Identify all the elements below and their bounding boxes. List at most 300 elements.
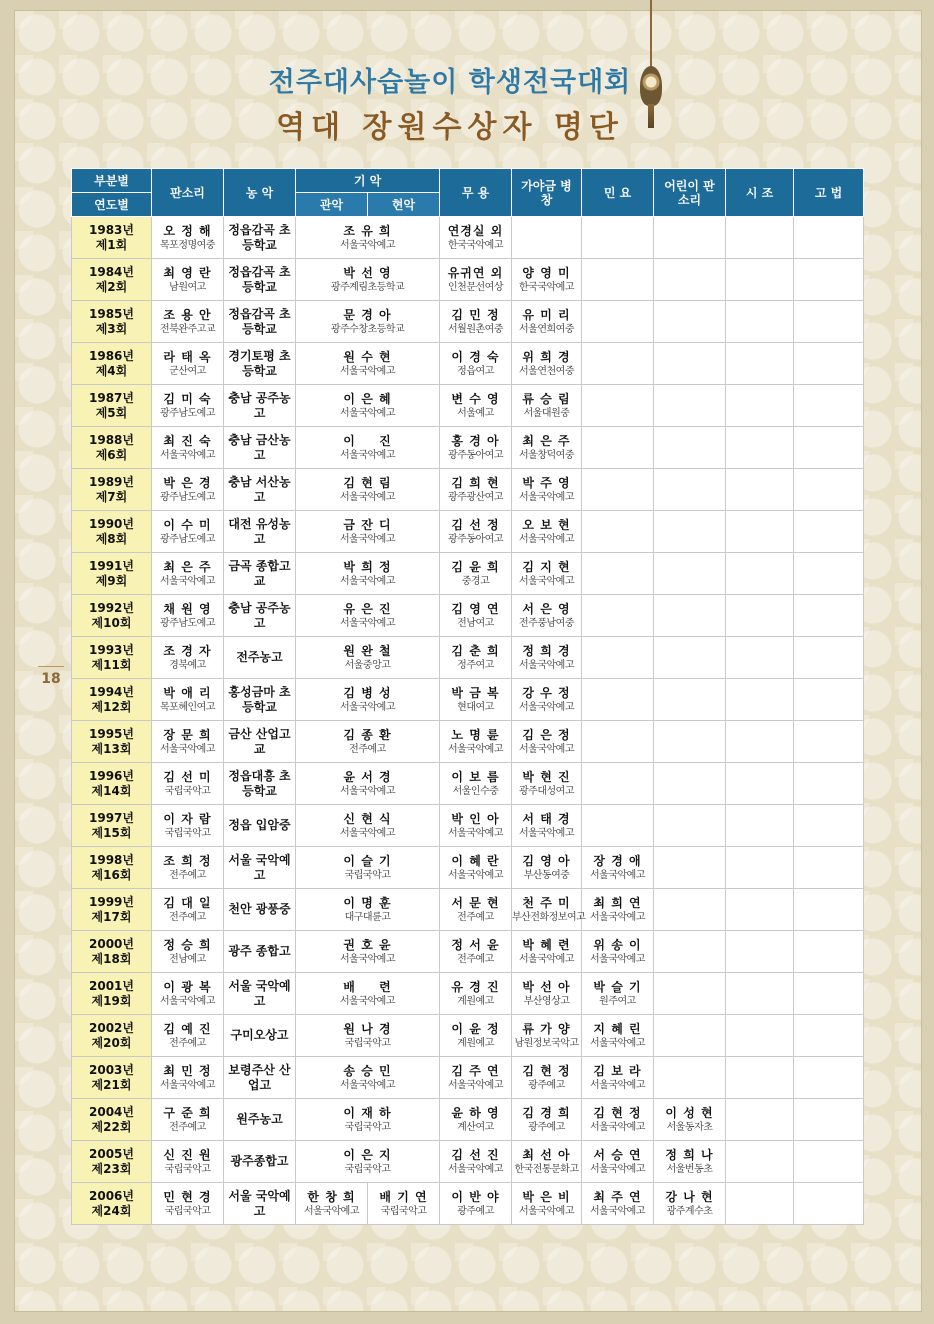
winner-school: 서울국악예고 [519, 534, 574, 545]
winner-name: 최 진 숙 [163, 434, 212, 448]
gayageum-cell [512, 805, 582, 847]
winner-school: 서울국악예고 [160, 744, 215, 755]
header-minyo: 민 요 [582, 169, 654, 217]
winner-name: 권 호 윤 [343, 938, 392, 952]
gobeop-cell [794, 637, 864, 679]
winner-school: 광주계수초 [666, 1206, 713, 1217]
year-label: 1987년 [89, 390, 134, 405]
table-row [72, 805, 864, 847]
year-label: 1990년 [89, 516, 134, 531]
round-label: 제19회 [91, 993, 132, 1008]
winner-name: 배 기 연 [379, 1190, 428, 1204]
child-pansori-cell [654, 973, 726, 1015]
winner-school: 광주예고 [528, 1080, 565, 1091]
gobeop-cell [794, 973, 864, 1015]
winner-name: 원 완 철 [343, 644, 392, 658]
gobeop-cell [794, 763, 864, 805]
winner-school: 서울인수중 [452, 786, 499, 797]
muyong-cell [440, 637, 512, 679]
gayageum-cell [512, 763, 582, 805]
winner-school: 서울국악예고 [448, 744, 503, 755]
winner-school: 서울연희여중 [519, 324, 574, 335]
nongak-school: 광주 종합고 [228, 944, 291, 958]
year-cell [72, 847, 152, 889]
winner-school: 서울국악예고 [590, 912, 645, 923]
child-pansori-cell [654, 1183, 726, 1225]
winner-name: 서 태 경 [522, 812, 571, 826]
winner-name: 조 용 안 [163, 308, 212, 322]
year-label: 1988년 [89, 432, 134, 447]
muyong-cell [440, 847, 512, 889]
child-pansori-cell [654, 847, 726, 889]
winner-school: 서울국악예고 [448, 1080, 503, 1091]
gayageum-cell [512, 1015, 582, 1057]
nongak-cell [224, 1099, 296, 1141]
round-label: 제5회 [95, 405, 128, 420]
sijo-cell [726, 889, 794, 931]
nongak-cell [224, 1183, 296, 1225]
winner-school: 서울국악예고 [448, 870, 503, 881]
minyo-cell [582, 385, 654, 427]
winner-name: 이 반 야 [451, 1190, 500, 1204]
year-cell [72, 973, 152, 1015]
winner-school: 서울국악예고 [340, 1080, 395, 1091]
winner-school: 국립국악고 [380, 1206, 427, 1217]
gobeop-cell [794, 259, 864, 301]
year-label: 2000년 [89, 936, 134, 951]
year-cell [72, 1015, 152, 1057]
winner-school: 전주예고 [169, 1122, 206, 1133]
nongak-school: 정읍 입암중 [228, 818, 291, 832]
gobeop-cell [794, 1015, 864, 1057]
giak-cell [296, 721, 440, 763]
winner-school: 전주풍남여중 [519, 618, 574, 629]
winner-school: 국립국악고 [164, 828, 211, 839]
minyo-cell [582, 343, 654, 385]
winner-school: 서울국악예고 [340, 534, 395, 545]
sijo-cell [726, 931, 794, 973]
table-row [72, 637, 864, 679]
winner-school: 전주예고 [457, 912, 494, 923]
nongak-cell [224, 469, 296, 511]
table-row [72, 931, 864, 973]
sijo-cell [726, 595, 794, 637]
gobeop-cell [794, 1183, 864, 1225]
gobeop-cell [794, 1057, 864, 1099]
child-pansori-cell [654, 1099, 726, 1141]
year-cell [72, 595, 152, 637]
nongak-school: 정읍대흥 초등학교 [228, 768, 291, 798]
winner-name: 이 슬 기 [343, 854, 392, 868]
muyong-cell [440, 1015, 512, 1057]
gobeop-cell [794, 847, 864, 889]
giak-cell [296, 1015, 440, 1057]
nongak-cell [224, 679, 296, 721]
gayageum-cell [512, 511, 582, 553]
winner-school: 서울국악예고 [448, 828, 503, 839]
winner-name: 윤 서 경 [343, 770, 392, 784]
gayageum-cell [512, 847, 582, 889]
winner-name: 이 경 숙 [451, 350, 500, 364]
giak-cell [296, 931, 440, 973]
winner-name: 조 희 정 [163, 854, 212, 868]
table-row [72, 1099, 864, 1141]
winner-name: 김 영 연 [451, 602, 500, 616]
sijo-cell [726, 301, 794, 343]
child-pansori-cell [654, 217, 726, 259]
winner-name: 오 정 해 [163, 224, 212, 238]
nongak-cell [224, 763, 296, 805]
winner-name: 강 우 정 [522, 686, 571, 700]
winner-name: 박 은 비 [522, 1190, 571, 1204]
table-row [72, 1057, 864, 1099]
header-gobeop: 고 법 [794, 169, 864, 217]
nongak-cell [224, 511, 296, 553]
nongak-cell [224, 595, 296, 637]
pansori-cell [152, 343, 224, 385]
winner-name: 위 송 이 [593, 938, 642, 952]
winner-name: 박 은 경 [163, 476, 212, 490]
winner-name: 김 보 라 [593, 1064, 642, 1078]
winner-school: 서울국악예고 [160, 450, 215, 461]
child-pansori-cell [654, 385, 726, 427]
winner-name: 최 주 연 [593, 1190, 642, 1204]
page-number: 18 [38, 666, 64, 687]
winner-school: 서울국악예고 [304, 1206, 359, 1217]
year-label: 2006년 [89, 1188, 134, 1203]
sijo-cell [726, 553, 794, 595]
table-row [72, 553, 864, 595]
winner-school: 서울국악예고 [519, 492, 574, 503]
winner-school: 서울국악예고 [590, 1038, 645, 1049]
winner-school: 국립국악고 [344, 1164, 391, 1175]
round-label: 제16회 [91, 867, 132, 882]
winner-name: 이 보 름 [451, 770, 500, 784]
header-muyong: 무 용 [440, 169, 512, 217]
winner-name: 최 은 주 [163, 560, 212, 574]
giak-cell [296, 259, 440, 301]
pansori-cell [152, 637, 224, 679]
winner-name: 홍 경 아 [451, 434, 500, 448]
winner-school: 서울동자초 [666, 1122, 713, 1133]
gayageum-cell [512, 469, 582, 511]
child-pansori-cell [654, 721, 726, 763]
winner-name: 구 준 희 [163, 1106, 212, 1120]
winner-school: 국립국악고 [344, 870, 391, 881]
year-cell [72, 427, 152, 469]
year-cell [72, 763, 152, 805]
gayageum-cell [512, 553, 582, 595]
winner-school: 전주예고 [169, 912, 206, 923]
giak-cell [296, 679, 440, 721]
nongak-school: 서울 국악예고 [228, 852, 291, 882]
header-gwanak: 관악 [296, 193, 368, 217]
minyo-cell [582, 637, 654, 679]
minyo-cell [582, 1099, 654, 1141]
winner-name: 박 주 영 [522, 476, 571, 490]
winner-name: 이 재 하 [343, 1106, 392, 1120]
gobeop-cell [794, 301, 864, 343]
winner-name: 문 경 아 [343, 308, 392, 322]
minyo-cell [582, 1183, 654, 1225]
pansori-cell [152, 805, 224, 847]
gobeop-cell [794, 343, 864, 385]
round-label: 제1회 [95, 237, 128, 252]
gayageum-cell [512, 301, 582, 343]
winner-name: 유 은 진 [343, 602, 392, 616]
winner-name: 이 은 혜 [343, 392, 392, 406]
sijo-cell [726, 259, 794, 301]
table-row [72, 721, 864, 763]
header-giak: 기 악 [296, 169, 440, 193]
winner-school: 서울국악예고 [340, 576, 395, 587]
pansori-cell [152, 553, 224, 595]
round-label: 제23회 [91, 1161, 132, 1176]
winner-school: 정주여고 [457, 660, 494, 671]
winner-name: 민 현 경 [163, 1190, 212, 1204]
giak-cell [296, 763, 440, 805]
winner-school: 서울국악예고 [160, 576, 215, 587]
gobeop-cell [794, 931, 864, 973]
round-label: 제17회 [91, 909, 132, 924]
winner-name: 최 민 정 [163, 1064, 212, 1078]
winner-school: 서울국악예고 [519, 1206, 574, 1217]
year-cell [72, 511, 152, 553]
year-label: 1997년 [89, 810, 134, 825]
winner-school: 서울국악예고 [590, 870, 645, 881]
header-pansori: 판소리 [152, 169, 224, 217]
winner-name: 서 문 현 [451, 896, 500, 910]
winner-school: 서울국악예고 [590, 954, 645, 965]
child-pansori-cell [654, 259, 726, 301]
winner-name: 서 승 연 [593, 1148, 642, 1162]
gayageum-cell [512, 931, 582, 973]
winner-name: 박 혜 련 [522, 938, 571, 952]
sijo-cell [726, 805, 794, 847]
winner-name: 박 선 아 [522, 980, 571, 994]
year-cell [72, 217, 152, 259]
winner-school: 대구대륜고 [344, 912, 391, 923]
winner-school: 계원예고 [457, 996, 494, 1007]
round-label: 제11회 [91, 657, 132, 672]
year-cell [72, 1183, 152, 1225]
gayageum-cell [512, 973, 582, 1015]
nongak-school: 정읍감곡 초등학교 [228, 306, 291, 336]
muyong-cell [440, 385, 512, 427]
minyo-cell [582, 553, 654, 595]
nongak-cell [224, 847, 296, 889]
gobeop-cell [794, 217, 864, 259]
gayageum-cell [512, 1057, 582, 1099]
winner-school: 서울창덕여중 [519, 450, 574, 461]
round-label: 제20회 [91, 1035, 132, 1050]
winner-name: 박 금 복 [451, 686, 500, 700]
gobeop-cell [794, 553, 864, 595]
winner-school: 서울번동초 [666, 1164, 713, 1175]
winner-name: 김 선 정 [451, 518, 500, 532]
year-cell [72, 553, 152, 595]
header-corner-top: 부분별 [72, 169, 152, 193]
muyong-cell [440, 259, 512, 301]
round-label: 제18회 [91, 951, 132, 966]
pansori-cell [152, 847, 224, 889]
nongak-school: 천안 광풍중 [228, 902, 291, 916]
child-pansori-cell [654, 763, 726, 805]
nongak-school: 홍성금마 초등학교 [228, 684, 291, 714]
round-label: 제2회 [95, 279, 128, 294]
winner-school: 남원여고 [169, 282, 206, 293]
table-row [72, 889, 864, 931]
giak-cell [296, 217, 440, 259]
year-cell [72, 469, 152, 511]
winner-school: 서울국악예고 [519, 828, 574, 839]
muyong-cell [440, 511, 512, 553]
child-pansori-cell [654, 343, 726, 385]
year-cell [72, 259, 152, 301]
winner-name: 최 희 연 [593, 896, 642, 910]
winner-school: 부산영상고 [523, 996, 570, 1007]
winner-name: 김 선 진 [451, 1148, 500, 1162]
winner-name: 김 현 정 [522, 1064, 571, 1078]
sijo-cell [726, 1057, 794, 1099]
minyo-cell [582, 427, 654, 469]
nongak-school: 경기토평 초등학교 [228, 348, 291, 378]
winner-school: 서울중앙고 [344, 660, 391, 671]
winner-name: 강 나 현 [665, 1190, 714, 1204]
winners-table-body [72, 217, 864, 1225]
muyong-cell [440, 343, 512, 385]
winner-name: 한 창 희 [307, 1190, 356, 1204]
winner-name: 김 영 아 [522, 854, 571, 868]
giak-cell [296, 301, 440, 343]
giak-cell [296, 973, 440, 1015]
winner-name: 지 혜 린 [593, 1022, 642, 1036]
winner-school: 서울국악예고 [160, 1080, 215, 1091]
page-title: 전주대사습놀이 학생전국대회 [268, 67, 632, 98]
giak-cell [296, 889, 440, 931]
winner-name: 노 명 륜 [451, 728, 500, 742]
gobeop-cell [794, 805, 864, 847]
nongak-school: 충남 금산농고 [228, 432, 291, 462]
nongak-cell [224, 259, 296, 301]
hyeonak-cell [368, 1183, 440, 1225]
winner-name: 최 은 주 [522, 434, 571, 448]
winner-name: 김 은 정 [522, 728, 571, 742]
nongak-cell [224, 1141, 296, 1183]
winner-school: 서울국악예고 [590, 1206, 645, 1217]
table-row [72, 847, 864, 889]
minyo-cell [582, 931, 654, 973]
winner-name: 조 경 자 [163, 644, 212, 658]
nongak-cell [224, 889, 296, 931]
nongak-cell [224, 385, 296, 427]
winner-school: 서울국악예고 [160, 996, 215, 1007]
nongak-school: 충남 공주농고 [228, 600, 291, 630]
year-label: 1992년 [89, 600, 134, 615]
minyo-cell [582, 889, 654, 931]
winner-school: 광주동아여고 [448, 450, 503, 461]
child-pansori-cell [654, 469, 726, 511]
gobeop-cell [794, 427, 864, 469]
winner-name: 김 윤 희 [451, 560, 500, 574]
child-pansori-cell [654, 637, 726, 679]
child-pansori-cell [654, 1015, 726, 1057]
gobeop-cell [794, 385, 864, 427]
winner-school: 국립국악고 [344, 1038, 391, 1049]
pansori-cell [152, 301, 224, 343]
muyong-cell [440, 889, 512, 931]
gayageum-cell [512, 427, 582, 469]
winner-school: 서울대원중 [523, 408, 570, 419]
winner-name: 이 성 현 [665, 1106, 714, 1120]
nongak-school: 금곡 종합고교 [228, 558, 291, 588]
pansori-cell [152, 1057, 224, 1099]
giak-cell [296, 343, 440, 385]
winner-school: 경북예고 [169, 660, 206, 671]
minyo-cell [582, 511, 654, 553]
winner-school: 서울국악예고 [519, 744, 574, 755]
child-pansori-cell [654, 427, 726, 469]
year-label: 1989년 [89, 474, 134, 489]
gwanak-cell [296, 1183, 368, 1225]
round-label: 제4회 [95, 363, 128, 378]
winner-name: 박 인 아 [451, 812, 500, 826]
pansori-cell [152, 1015, 224, 1057]
table-row [72, 1183, 864, 1225]
winner-name: 김 현 정 [593, 1106, 642, 1120]
gobeop-cell [794, 1141, 864, 1183]
muyong-cell [440, 931, 512, 973]
gayageum-cell [512, 385, 582, 427]
winner-school: 국립국악고 [164, 1164, 211, 1175]
sijo-cell [726, 1099, 794, 1141]
year-cell [72, 1099, 152, 1141]
minyo-cell [582, 259, 654, 301]
winner-name: 김 선 미 [163, 770, 212, 784]
table-row [72, 301, 864, 343]
winner-school: 서울국악예고 [340, 240, 395, 251]
winner-name: 정 승 희 [163, 938, 212, 952]
year-label: 1999년 [89, 894, 134, 909]
winner-school: 국립국악고 [164, 786, 211, 797]
table-row [72, 427, 864, 469]
gayageum-cell [512, 889, 586, 931]
giak-cell [296, 637, 440, 679]
winner-school: 광주대성여고 [519, 786, 574, 797]
minyo-cell [582, 301, 654, 343]
nongak-school: 충남 서산농고 [228, 474, 291, 504]
winner-name: 이 광 복 [163, 980, 212, 994]
year-label: 1984년 [89, 264, 134, 279]
winner-name: 김 예 진 [163, 1022, 212, 1036]
winner-name: 김 종 환 [343, 728, 392, 742]
winner-school: 서울국악예고 [340, 450, 395, 461]
gobeop-cell [794, 1099, 864, 1141]
child-pansori-cell [654, 1141, 726, 1183]
winner-school: 부산전화정보여고 [512, 912, 586, 923]
sijo-cell [726, 385, 794, 427]
nongak-cell [224, 301, 296, 343]
minyo-cell [582, 1141, 654, 1183]
nongak-cell [224, 427, 296, 469]
winner-school: 한국국악예고 [448, 240, 503, 251]
winner-name: 이 은 지 [343, 1148, 392, 1162]
giak-cell [296, 1141, 440, 1183]
round-label: 제9회 [95, 573, 128, 588]
winner-school: 국립국악고 [164, 1206, 211, 1217]
table-row [72, 595, 864, 637]
winner-name: 김 대 일 [163, 896, 212, 910]
